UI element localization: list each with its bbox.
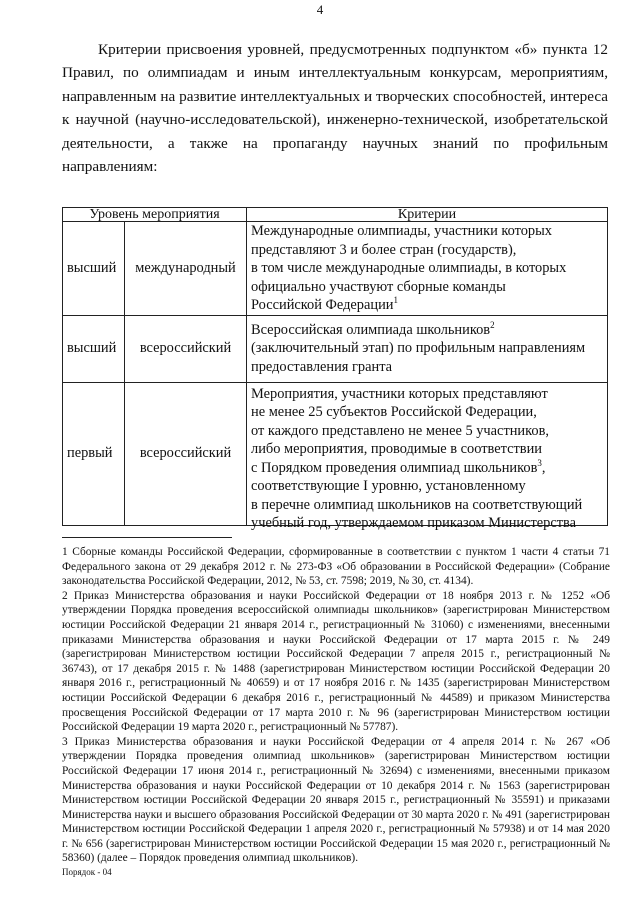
row-level: первый xyxy=(63,382,125,525)
row-scope: всероссийский xyxy=(125,382,247,525)
header-level: Уровень мероприятия xyxy=(63,208,247,222)
criteria-text: Мероприятия, участники которых представляют не менее 25 субъектов Российской Федерации, от каждого представлено не менее 5 участников, либо мероприятия, проводимые в соответствии с Порядком проведения олимпиад школьников xyxy=(251,385,549,476)
row-criteria xyxy=(247,315,608,382)
row-level: высший xyxy=(63,315,125,382)
row-level: высший xyxy=(63,222,125,316)
row-criteria xyxy=(247,222,608,316)
table-header-row xyxy=(63,208,608,222)
header-criteria: Критерии xyxy=(247,208,608,222)
footnote-ref: 2 xyxy=(490,319,495,330)
table-row xyxy=(63,315,608,382)
intro-text: Критерии присвоения уровней, предусмотренных подпунктом «б» пункта 12 Правил, по олимпиадам и иным интеллектуальным конкурсам, мероприятиям, направленным на развитие интеллектуальных и творческих способностей, интереса к научной (научно-исследовательской), инженерно-технической, изобретательской деятельности, а также на пропаганду научных знаний по профильным направлениям: xyxy=(62,41,608,176)
row-scope: международный xyxy=(125,222,247,316)
footnote-2: 2 Приказ Министерства образования и науки Российской Федерации от 18 ноября 2013 г. № 1252 «Об утверждении Порядка проведения всероссийской олимпиады школьников» (зарегистрирован Министерством юстиции Российской Федерации 21 января 2014 г., регистрационный № 31060) с изменениями, внесенными приказами Министерства образования и науки Российской Федерации от 17 марта 2015 г. № 249 (зарегистрирован Министерством юстиции Российской Федерации 7 апреля 2015 г., регистрационный № 36743), от 17 декабря 2015 г. № 1488 (зарегистрирован Министерством юстиции Российской Федерации 20 января 2016 г., регистрационный № 40659) и от 17 ноября 2016 г. № 1435 (зарегистрирован Министерством юстиции Российской Федерации 6 декабря 2016 г., регистрационный № 44589) и приказом Министерства просвещения Российской Федерации от 17 марта 2010 г. № 96 (зарегистрирован Министерством юстиции Российской Федерации 19 марта 2020 г., регистрационный № 57787). xyxy=(62,589,610,734)
criteria-text: Международные олимпиады, участники которых представляют 3 и более стран (государств), в том числе международные олимпиады, в которых официально участвуют сборные команды Российской Федерации xyxy=(251,223,567,313)
criteria-table xyxy=(62,207,608,531)
footnote-ref: 3 xyxy=(537,457,542,468)
intro-paragraph xyxy=(62,38,608,178)
criteria-text: Всероссийская олимпиада школьников xyxy=(251,321,491,338)
footnote-ref: 1 xyxy=(393,295,398,306)
table-row xyxy=(63,222,608,316)
row-scope: всероссийский xyxy=(125,315,247,382)
criteria-text-tail: , соответствующие I уровню, установленному в перечне олимпиад школьников на соответствующий учебный год, утверждаемом приказом Министерства xyxy=(251,459,583,531)
footnote-3: 3 Приказ Министерства образования и науки Российской Федерации от 4 апреля 2014 г. № 267 «Об утверждении Порядка проведения олимпиад школьников» (зарегистрирован Министерством юстиции Российской Федерации 17 июня 2014 г., регистрационный № 32694) с изменениями, внесенными приказом Министерства образования и науки Российской Федерации от 10 декабря 2014 г. № 1563 (зарегистрирован Министерством юстиции Российской Федерации 20 января 2015 г., регистрационный № 35591) и приказами Министерства науки и высшего образования Российской Федерации от 30 марта 2020 г. № 491 (зарегистрирован Министерством юстиции Российской Федерации 1 апреля 2020 г., регистрационный № 57938) и от 14 мая 2020 г. № 656 (зарегистрирован Министерством юстиции Российской Федерации 15 мая 2020 г., регистрационный № 58360) (далее – Порядок проведения олимпиад школьников). xyxy=(62,735,610,865)
footnote-1: 1 Сборные команды Российской Федерации, сформированные в соответствии с пунктом 1 части 4 статьи 71 Федерального закона от 29 декабря 2012 г. № 273-ФЗ «Об образовании в Российской Федерации» (Собрание законодательства Российской Федерации, 2012, № 53, ст. 7598; 2019, № 30, ст. 4134). xyxy=(62,546,610,588)
order-mark: Порядок - 04 xyxy=(62,867,112,877)
footnote-divider xyxy=(62,537,232,538)
row-criteria xyxy=(247,382,608,531)
table-row xyxy=(63,382,608,525)
footnotes xyxy=(62,545,610,866)
page-number: 4 xyxy=(316,2,324,17)
criteria-text-tail: (заключительный этап) по профильным направлениям предоставления гранта xyxy=(251,340,586,375)
